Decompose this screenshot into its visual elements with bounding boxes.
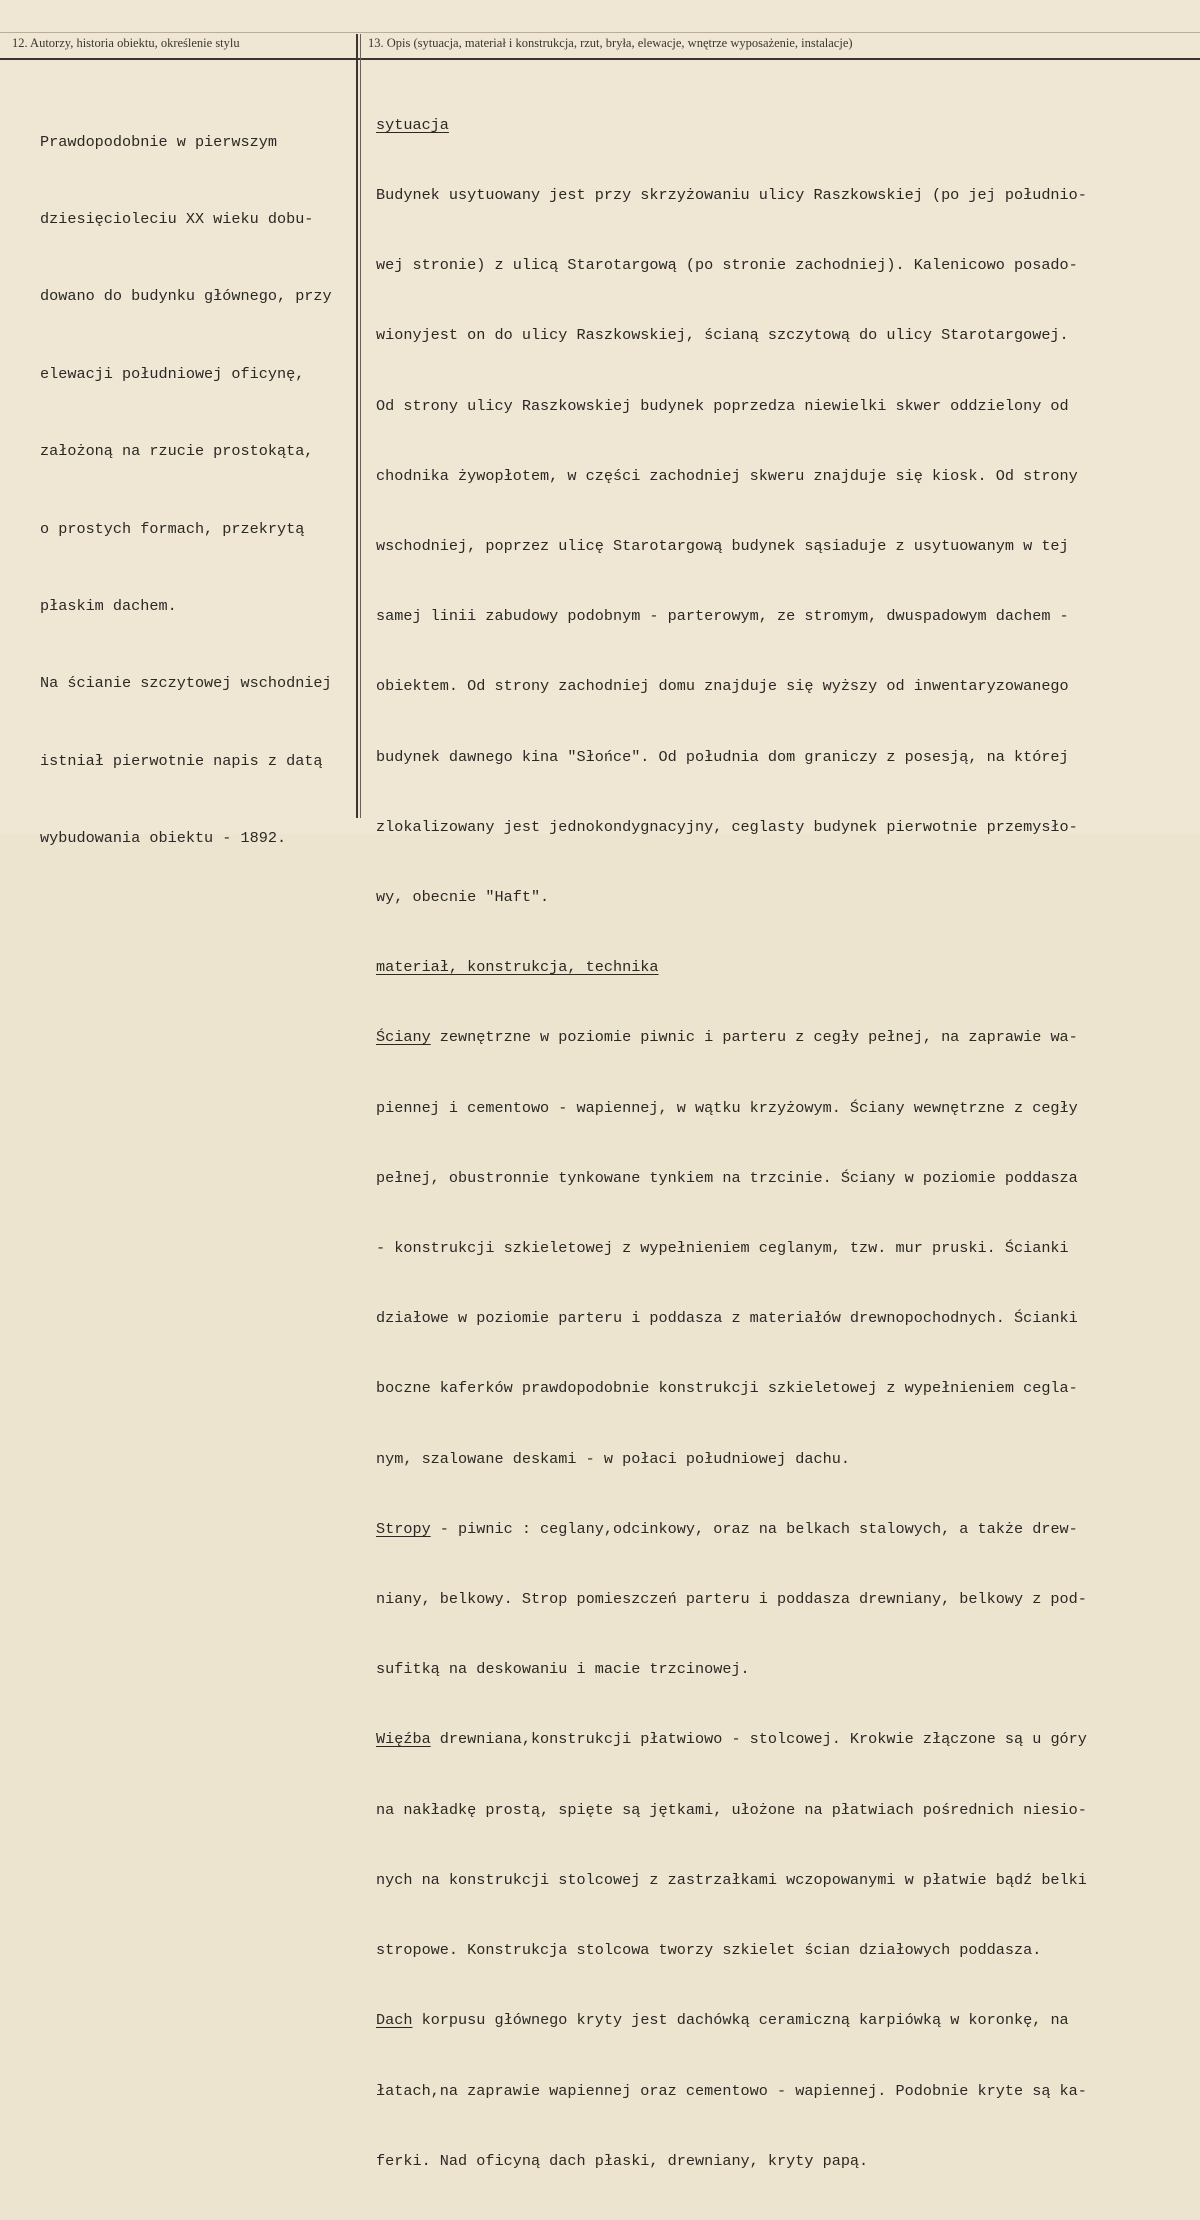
column-divider-inner xyxy=(360,34,361,818)
description-line xyxy=(376,605,1176,628)
line-text: chodnika żywopłotem, w części zachodniej skweru znajduje się kiosk. Od strony xyxy=(376,466,1078,485)
section-heading: Więźba xyxy=(376,1730,431,1749)
description-line xyxy=(376,1518,1176,1541)
line-text: nych na konstrukcji stolcowej z zastrzałkami wczopowanymi w płatwie bądź belki xyxy=(376,1870,1087,1889)
description-line xyxy=(376,184,1176,207)
description-line xyxy=(376,535,1176,558)
description-line xyxy=(376,1097,1176,1120)
line-text: niany, belkowy. Strop pomieszczeń parteru i poddasza drewniany, belkowy z pod- xyxy=(376,1590,1087,1609)
description-line xyxy=(376,2080,1176,2103)
line-text: łatach,na zaprawie wapiennej oraz cementowo - wapiennej. Podobnie kryte są ka- xyxy=(376,2081,1087,2100)
history-line: płaskim dachem. xyxy=(40,596,177,615)
history-line: o prostych formach, przekrytą xyxy=(40,519,305,538)
description-line xyxy=(376,114,1176,137)
line-text: piennej i cementowo - wapiennej, w wątku krzyżowym. Ściany wewnętrzne z cegły xyxy=(376,1098,1078,1117)
section-heading: Stropy xyxy=(376,1519,431,1538)
description-line xyxy=(376,2009,1176,2032)
column-divider xyxy=(356,34,358,818)
section-heading: sytuacja xyxy=(376,115,449,134)
line-text: budynek dawnego kina "Słońce". Od południa dom graniczy z posesją, na której xyxy=(376,747,1069,766)
section-heading: Dach xyxy=(376,2011,413,2030)
description-line xyxy=(376,1799,1176,1822)
section-heading: materiał, konstrukcja, technika xyxy=(376,958,659,977)
section-13-header: 13. Opis (sytuacja, materiał i konstrukcja, rzut, bryła, elewacje, wnętrze wyposażenie, instalacje) xyxy=(368,36,853,50)
description-line xyxy=(376,324,1176,347)
line-text: zewnętrzne w poziomie piwnic i parteru z cegły pełnej, na zaprawie wa- xyxy=(430,1028,1078,1047)
description-line xyxy=(376,1939,1176,1962)
history-line: Na ścianie szczytowej wschodniej xyxy=(40,674,332,693)
description-line xyxy=(376,1588,1176,1611)
description-line xyxy=(376,675,1176,698)
line-text: wionyjest on do ulicy Raszkowskiej, ścianą szczytową do ulicy Starotargowej. xyxy=(376,326,1069,345)
description-line xyxy=(376,746,1176,769)
line-text: Od strony ulicy Raszkowskiej budynek poprzedza niewielki skwer oddzielony od xyxy=(376,396,1069,415)
line-text: samej linii zabudowy podobnym - parterowym, ze stromym, dwuspadowym dachem - xyxy=(376,607,1069,626)
history-line: dowano do budynku głównego, przy xyxy=(40,287,332,306)
description-line xyxy=(376,254,1176,277)
description-line xyxy=(376,395,1176,418)
line-text: działowe w poziomie parteru i poddasza z materiałów drewnopochodnych. Ścianki xyxy=(376,1309,1078,1328)
line-text: sufitką na deskowaniu i macie trzcinowej. xyxy=(376,1660,750,1679)
line-text: korpusu głównego kryty jest dachówką ceramiczną karpiówką w koronkę, na xyxy=(412,2011,1069,2030)
description-line xyxy=(376,956,1176,979)
description-line xyxy=(376,1237,1176,1260)
line-text: wy, obecnie "Haft". xyxy=(376,888,550,907)
history-line: wybudowania obiektu - 1892. xyxy=(40,829,287,848)
description-line xyxy=(376,886,1176,909)
description-line xyxy=(376,816,1176,839)
description-line xyxy=(376,1026,1176,1049)
description-column xyxy=(376,67,1176,2220)
section-heading: Ściany xyxy=(376,1028,431,1047)
line-text: - konstrukcji szkieletowej z wypełnieniem ceglanym, tzw. mur pruski. Ścianki xyxy=(376,1239,1069,1258)
description-line xyxy=(376,1869,1176,1892)
description-line xyxy=(376,1728,1176,1751)
history-line: elewacji południowej oficynę, xyxy=(40,364,305,383)
description-line xyxy=(376,465,1176,488)
line-text: drewniana,konstrukcji płatwiowo - stolcowej. Krokwie złączone są u góry xyxy=(430,1730,1087,1749)
line-text: ferki. Nad oficyną dach płaski, drewniany, kryty papą. xyxy=(376,2151,869,2170)
line-text: wschodniej, poprzez ulicę Starotargową budynek sąsiaduje z usytuowanym w tej xyxy=(376,537,1069,556)
line-text: pełnej, obustronnie tynkowane tynkiem na trzcinie. Ściany w poziomie poddasza xyxy=(376,1168,1078,1187)
history-column xyxy=(40,78,355,904)
line-text: wej stronie) z ulicą Starotargową (po stronie zachodniej). Kalenicowo posado- xyxy=(376,256,1078,275)
line-text: obiektem. Od strony zachodniej domu znajduje się wyższy od inwentaryzowanego xyxy=(376,677,1069,696)
description-line xyxy=(376,2150,1176,2173)
history-line: dziesięcioleciu XX wieku dobu- xyxy=(40,209,314,228)
description-line xyxy=(376,1377,1176,1400)
line-text: nym, szalowane deskami - w połaci południowej dachu. xyxy=(376,1449,850,1468)
history-line: istniał pierwotnie napis z datą xyxy=(40,751,323,770)
history-line: założoną na rzucie prostokąta, xyxy=(40,442,314,461)
header-divider xyxy=(0,58,1200,60)
line-text: Budynek usytuowany jest przy skrzyżowaniu ulicy Raszkowskiej (po jej południo- xyxy=(376,186,1087,205)
line-text: na nakładkę prostą, spięte są jętkami, ułożone na płatwiach pośrednich niesio- xyxy=(376,1800,1087,1819)
section-12-header: 12. Autorzy, historia obiektu, określenie stylu xyxy=(12,36,240,50)
line-text: stropowe. Konstrukcja stolcowa tworzy szkielet ścian działowych poddasza. xyxy=(376,1941,1042,1960)
line-text: - piwnic : ceglany,odcinkowy, oraz na belkach stalowych, a także drew- xyxy=(430,1519,1078,1538)
history-line: Prawdopodobnie w pierwszym xyxy=(40,132,277,151)
description-line xyxy=(376,1167,1176,1190)
description-line xyxy=(376,1307,1176,1330)
line-text: boczne kaferków prawdopodobnie konstrukcji szkieletowej z wypełnieniem cegla- xyxy=(376,1379,1078,1398)
line-text: zlokalizowany jest jednokondygnacyjny, ceglasty budynek pierwotnie przemysło- xyxy=(376,817,1078,836)
top-border-line xyxy=(0,32,1200,33)
description-line xyxy=(376,1658,1176,1681)
description-line xyxy=(376,1448,1176,1471)
